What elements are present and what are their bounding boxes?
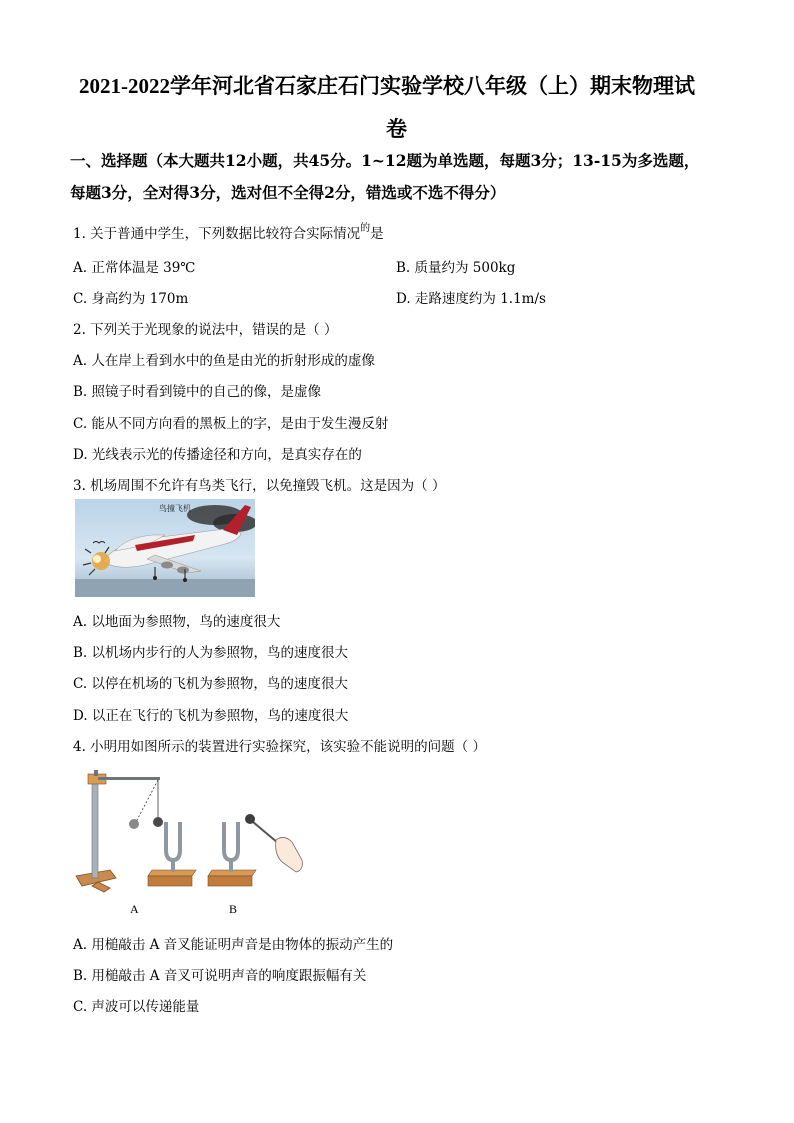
figure-label-a: A xyxy=(130,902,139,916)
question-3-option-b: B. 以机场内步行的人为参照物，鸟的速度很大 xyxy=(73,645,349,661)
question-2-option-d: D. 光线表示光的传播途径和方向，是真实存在的 xyxy=(73,447,362,463)
question-1-option-b: B. 质量约为 500kg xyxy=(396,260,516,276)
bird-strike-figure xyxy=(75,499,255,597)
question-1-stem-sup: 的 xyxy=(360,223,371,234)
document-title-line-2: 卷 xyxy=(386,117,407,141)
question-1-stem: 1. 关于普通中学生，下列数据比较符合实际情况$^的$是 xyxy=(73,223,384,242)
question-3-option-d: D. 以正在飞行的飞机为参照物，鸟的速度很大 xyxy=(73,708,349,724)
bird-strike-caption: 鸟撞飞机 xyxy=(159,504,191,513)
tuning-fork-apparatus xyxy=(70,764,310,914)
question-1-option-d: D. 走路速度约为 1.1m/s xyxy=(396,291,546,307)
tuning-fork-figure xyxy=(70,764,310,914)
question-3-option-c: C. 以停在机场的飞机为参照物，鸟的速度很大 xyxy=(73,676,348,692)
question-2-option-b: B. 照镜子时看到镜中的自己的像，是虚像 xyxy=(73,384,322,400)
question-4-option-a: A. 用槌敲击 A 音叉能证明声音是由物体的振动产生的 xyxy=(73,937,394,953)
question-2-stem: 2. 下列关于光现象的说法中，错误的是（ ） xyxy=(73,322,338,338)
question-4-option-b: B. 用槌敲击 A 音叉可说明声音的响度跟振幅有关 xyxy=(73,968,367,984)
question-2-option-a: A. 人在岸上看到水中的鱼是由光的折射形成的虚像 xyxy=(73,353,375,369)
question-3-stem: 3. 机场周围不允许有鸟类飞行，以免撞毁飞机。这是因为（ ） xyxy=(73,478,446,494)
question-1-option-a: A. 正常体温是 39℃ xyxy=(73,260,196,276)
section-header-line-2: 每题3分，全对得3分，选对但不全得2分，错选或不选不得分） xyxy=(70,183,506,202)
question-1-option-c: C. 身高约为 170m xyxy=(73,291,189,307)
question-4-option-c: C. 声波可以传递能量 xyxy=(73,999,200,1015)
question-2-option-c: C. 能从不同方向看的黑板上的字，是由于发生漫反射 xyxy=(73,416,389,432)
document-title-line-1: 2021-2022学年河北省石家庄石门实验学校八年级（上）期末物理试 xyxy=(79,74,695,98)
figure-label-b: B xyxy=(229,902,238,916)
question-3-option-a: A. 以地面为参照物，鸟的速度很大 xyxy=(73,614,281,630)
section-header-line-1: 一、选择题（本大题共12小题，共45分。1~12题为单选题，每题3分；13-15为多选题， xyxy=(70,151,700,170)
question-4-stem: 4. 小明用如图所示的装置进行实验探究，该实验不能说明的问题（ ） xyxy=(73,739,486,755)
